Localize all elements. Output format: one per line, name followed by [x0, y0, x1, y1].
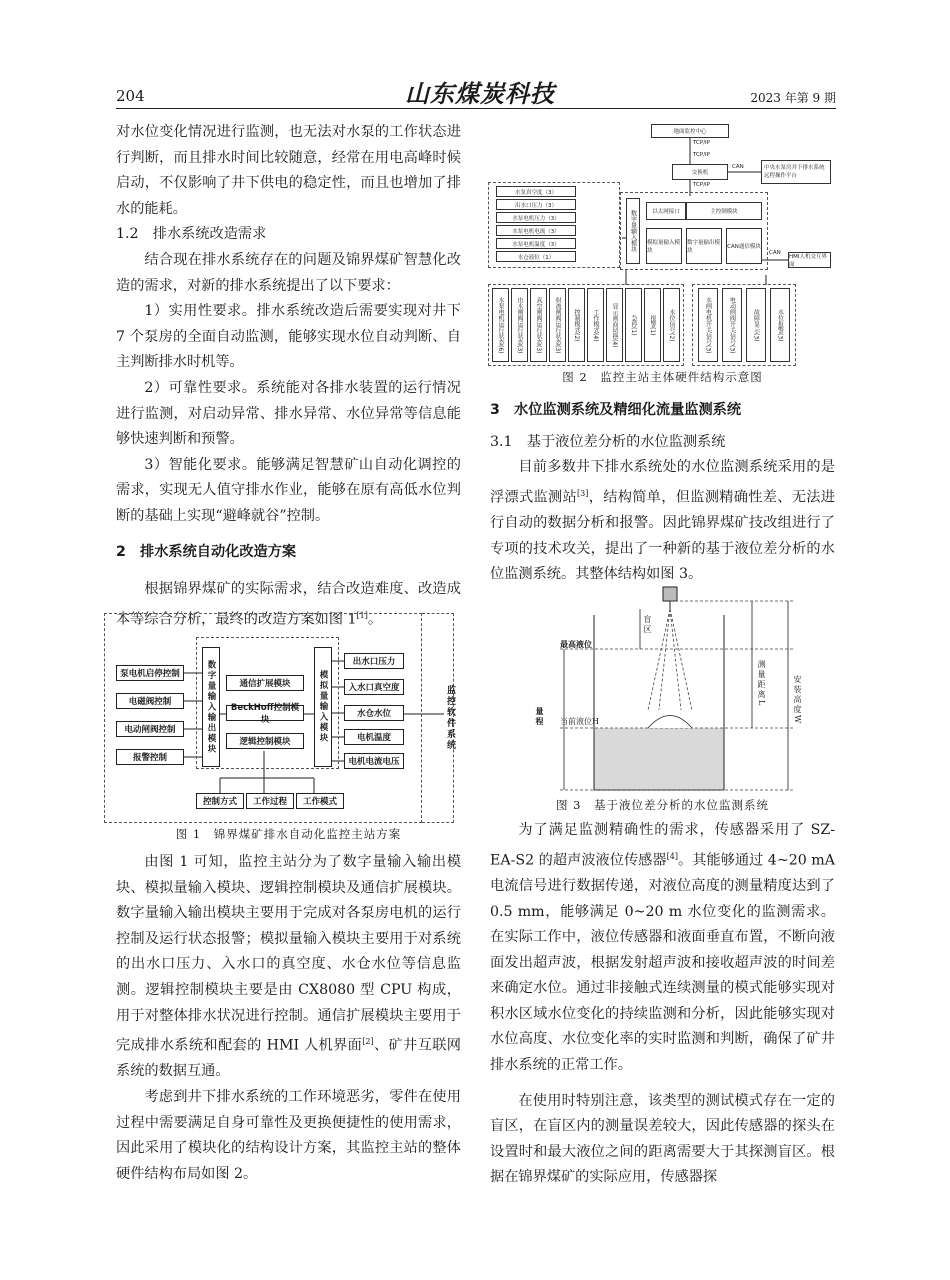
- paragraph: 2）可靠性要求。系统能对各排水装置的运行情况进行监测，对启动异常、排水异常、水位异常等信息能够快速判断和预警。: [116, 379, 461, 448]
- di-item: 工作模式(4): [587, 288, 604, 362]
- text: ，结构简单，但监测精确性差、无法进行自动的数据分析和报警。因此锦界煤矿技改组进行了专项的技术攻关，提出了一种新的基于液位差分析的水位监测系统。其整体结构如图 3。: [490, 489, 835, 583]
- measure-distance-label: 测量距离L: [757, 660, 766, 708]
- sensor-item: 出水口压力（3）: [496, 199, 576, 210]
- ethernet-port: 以太网接口: [646, 202, 686, 220]
- di-item: 射流闸阀运行状态(3): [549, 288, 566, 362]
- section-heading: 1.2 排水系统改造需求: [116, 226, 267, 243]
- blind-zone-label: 盲区: [643, 615, 652, 635]
- left-column-top: [116, 120, 461, 633]
- paragraph: 考虑到井下排水系统的工作环境恶劣，零件在使用过程中需要满足自身可靠性及更换便捷性的使用需求，因此采用了模块化的结构设计方案，其监控主站的整体硬件结构布局如图 2。: [116, 1089, 461, 1182]
- sump-level-box: 水仓水位: [344, 705, 404, 721]
- digital-io-module: 数字量输入输出模块: [202, 647, 220, 767]
- do-item: 水位报警(3): [770, 288, 790, 362]
- figure-3-caption: 图 3 基于液位差分析的水位监测系统: [556, 798, 769, 812]
- right-column-top: [490, 398, 835, 588]
- motor-temp-box: 电机温度: [344, 729, 404, 745]
- section-heading: 3 水位监测系统及精细化流量监测系统: [490, 402, 742, 418]
- di-item: 急停(1): [625, 288, 642, 362]
- section-heading: 3.1 基于液位差分析的水位监测系统: [490, 433, 726, 450]
- tcp-label: TCP/IP: [693, 140, 710, 146]
- paragraph: [490, 818, 835, 1079]
- di-item: 真空闸阀运行状态(3): [530, 288, 547, 362]
- citation: [4]: [666, 851, 678, 861]
- outlet-pressure-box: 出水口压力: [344, 653, 404, 669]
- hmi-box: HMI人机交互界面: [788, 252, 831, 268]
- control-mode-box: 控制方式: [196, 793, 244, 809]
- di-item: 报警(1): [644, 288, 661, 362]
- analog-input-module: 模拟量输入模块: [646, 228, 682, 264]
- paragraph: 在使用时特别注意，该类型的测试模式存在一定的盲区，在盲区内的测量误差较大，因此传感器的探头在设置时和最大液位之间的距离需要大于其探测盲区。根据在锦界煤矿的实际应用，传感器探: [490, 1092, 835, 1186]
- can-label: CAN: [769, 250, 781, 256]
- right-column-bottom: [490, 818, 835, 1191]
- di-item: 控制模式(2): [568, 288, 585, 362]
- di-item: 出水闸阀运行状态(3): [511, 288, 528, 362]
- di-item: 水位信号(2): [663, 288, 680, 362]
- citation: [3]: [577, 488, 589, 498]
- monitoring-software-label: 监控软件系统: [445, 685, 455, 751]
- text: 根据锦界煤矿的实际需求，结合改造难度、改造成本等综合分析，最终的改造方案如图 1: [116, 581, 461, 628]
- comm-extension-module: 通信扩展模块: [226, 675, 304, 691]
- do-item: 水闸电机开关信号(3): [698, 288, 718, 362]
- paragraph: [490, 455, 835, 588]
- text: 目前多数井下排水系统处的水位监测系统采用的是浮漂式监测站: [490, 459, 835, 506]
- text: 、矿井互联网系统的数据互通。: [116, 1037, 461, 1080]
- can-module: CAN通信模块: [726, 228, 762, 264]
- current-level-label: 当前液位H: [560, 717, 599, 726]
- ground-center-box: 地面监控中心: [651, 124, 729, 138]
- analog-input-module: 模拟量输入模块: [314, 647, 332, 767]
- max-level-label: 最高液位: [560, 639, 592, 649]
- text: 为了满足监测精确性的需求，传感器采用了 SZ-EA-S2 的超声波液位传感器: [490, 822, 835, 869]
- beckhoff-control-module: BeckHoff控制模块: [226, 705, 304, 721]
- figure-1-caption: 图 1 锦界煤矿排水自动化监控主站方案: [175, 827, 402, 841]
- paragraph: 对水位变化情况进行监测，也无法对水泵的工作状态进行判断，而且排水时间比较随意，经常在用电高峰时候启动，不仅影响了井下供电的稳定性，而且也增加了排水的能耗。: [116, 124, 461, 217]
- main-control-module: 主控制模块: [686, 202, 762, 220]
- pump-motor-control-box: 泵电机启停控制: [116, 665, 184, 681]
- paragraph: [116, 850, 461, 1085]
- sensor-item: 水仓液位（1）: [496, 251, 576, 262]
- figure-2: [486, 120, 831, 366]
- sensor-item: 水泵电机电流（3）: [496, 225, 576, 236]
- do-item: 电动闸阀开关信号(3): [722, 288, 742, 362]
- logic-control-module: 逻辑控制模块: [226, 733, 304, 749]
- text: 。: [367, 611, 383, 628]
- sensor-item: 水泵真空度（3）: [496, 186, 576, 197]
- page-number: 204: [116, 87, 145, 105]
- digital-input-module: 数字量输入模块: [626, 198, 640, 264]
- di-item: 水泵电机运行状态(6): [492, 288, 509, 362]
- solenoid-valve-control-box: 电磁阀控制: [116, 693, 184, 709]
- figure-2-caption: 图 2 监控主站主体硬件结构示意图: [562, 370, 763, 384]
- alarm-control-box: 报警控制: [116, 749, 184, 765]
- paragraph: 1）实用性要求。排水系统改造后需要实现对井下 7 个泵房的全面自动监测，能够实现水位自动判断、自主判断排水时机等。: [116, 303, 461, 371]
- digital-output-module: 数字量输出模块: [686, 228, 722, 264]
- switch-box: 交换机: [672, 164, 728, 180]
- figure-3-drawing: [520, 585, 820, 795]
- sensor-item: 水泵电机温度（3）: [496, 238, 576, 249]
- tcp-label: TCP/IP: [693, 152, 710, 158]
- figure-1: [104, 610, 455, 823]
- work-mode-box: 工作模式: [296, 793, 344, 809]
- tcp-label: TCP/IP: [693, 182, 710, 188]
- inlet-vacuum-box: 入水口真空度: [344, 679, 404, 695]
- journal-title: 山东煤炭科技: [405, 79, 555, 108]
- do-item: 故障显示(3): [746, 288, 766, 362]
- header-rule: [116, 108, 836, 109]
- install-height-label: 安装高度W: [793, 675, 802, 726]
- paragraph: 结合现在排水系统存在的问题及锦界煤矿智慧化改造的需求，对新的排水系统提出了以下要求：: [116, 251, 461, 294]
- paragraph: 3）智能化要求。能够满足智慧矿山自动化调控的需求，实现无人值守排水作业，能够在原有高低水位判断的基础上实现“避峰就谷”控制。: [116, 456, 461, 524]
- figure-3: [520, 585, 820, 795]
- text: 由图 1 可知，监控主站分为了数字量输入输出模块、模拟量输入模块、逻辑控制模块及通信扩展模块。数字量输入输出模块主要用于完成对各泵房电机的运行控制及运行状态报警；模拟量输入模块主要用于对系统的出水口压力、入水口的真空度、水仓水位等信息监测。逻辑控制模块主要是由 CX8080 型 CPU 构成，用于对整体排水状况进行控制。通信扩展模块主要用于完成排水系统和配套的 HMI 人机界面: [116, 854, 461, 1054]
- citation: [2]: [362, 1037, 374, 1047]
- can-label: CAN: [732, 164, 744, 170]
- text: 。其能够通过 4~20 mA 电流信号进行数据传递，对液位高度的测量精度达到了 0.5 mm，能够满足 0~20 m 水位变化的监测需求。在实际工作中，液位传感器和液面垂直布置，不断向液面发出超声波，根据发射超声波和接收超声波的时间差来确定水位。通过非接触式连续测量的模式能够实现对积水区域水位变化的持续监测和分析，因此能够实现对水位高度、水位变化率的实时监测和判断，确保了矿井排水系统的正常工作。: [490, 852, 836, 1074]
- issue-label: 2023 年第 9 期: [750, 91, 836, 105]
- sensor-item: 水泵电机压力（3）: [496, 212, 576, 223]
- citation: [1]: [356, 610, 368, 620]
- electric-gate-control-box: 电动闸阀控制: [116, 721, 184, 737]
- left-column-bottom: [116, 850, 461, 1187]
- di-item: 显示画面切换(4): [606, 288, 623, 362]
- range-label: 量程: [535, 707, 545, 727]
- work-process-box: 工作过程: [246, 793, 294, 809]
- section-heading: 2 排水系统自动化改造方案: [116, 543, 297, 560]
- motor-current-box: 电机电流电压: [344, 753, 404, 769]
- central-pump-room-box: 中央水泵房井下排水系统远程操作平台: [761, 160, 831, 184]
